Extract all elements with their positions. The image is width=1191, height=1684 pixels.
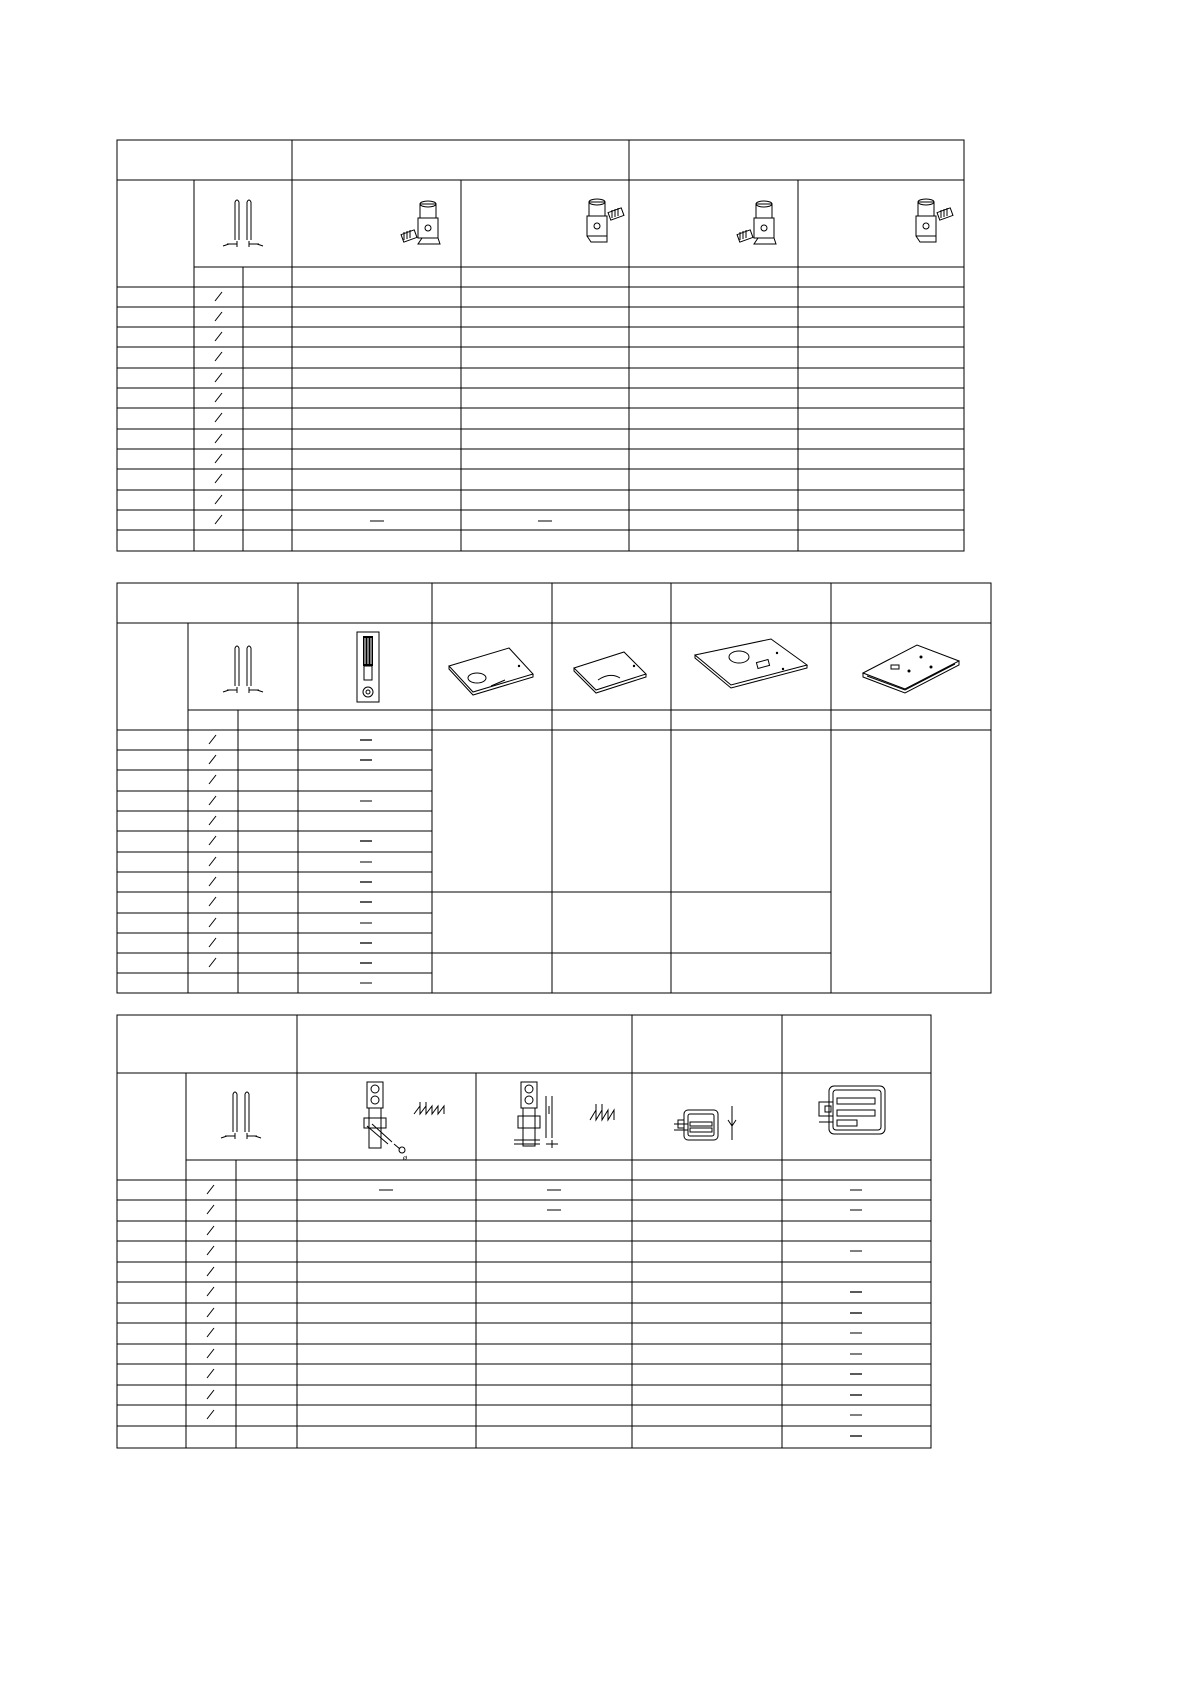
needle-plate-icon [357,632,379,702]
table3-row-lines [117,1200,931,1426]
table3-slash-marks [207,1185,214,1419]
throat-plate-small-icon [574,652,646,693]
table-needle-clamps [117,140,964,551]
double-needle-icon [223,646,263,693]
feed-dog-zigzag-icon [364,1082,444,1162]
feed-dog-sawtooth-icon [514,1082,614,1148]
table2-row-lines [117,750,831,973]
needle-clamp-left-icon [737,201,776,244]
svg-text:ø: ø [403,1153,407,1162]
table-throat-plates [117,583,991,993]
table1-border [117,140,964,551]
throat-plate-round-hole-icon [449,648,533,695]
double-needle-icon [221,1092,261,1139]
double-needle-icon [223,200,263,247]
table1-row-lines [117,287,964,530]
throat-plate-large-icon [695,639,807,688]
table3-border [117,1015,931,1448]
table2-dash-marks [360,740,372,983]
needle-clamp-left-icon [401,201,440,244]
table-feed-dogs-and-feet [117,1015,931,1448]
throat-plate-square-icon [863,645,959,693]
table3-dash-marks [379,1190,862,1436]
presser-foot-icon [674,1106,736,1140]
needle-clamp-right-icon [916,199,953,242]
table2-border [117,583,991,993]
needle-clamp-right-icon [587,199,624,242]
presser-foot-large-icon [819,1086,885,1134]
